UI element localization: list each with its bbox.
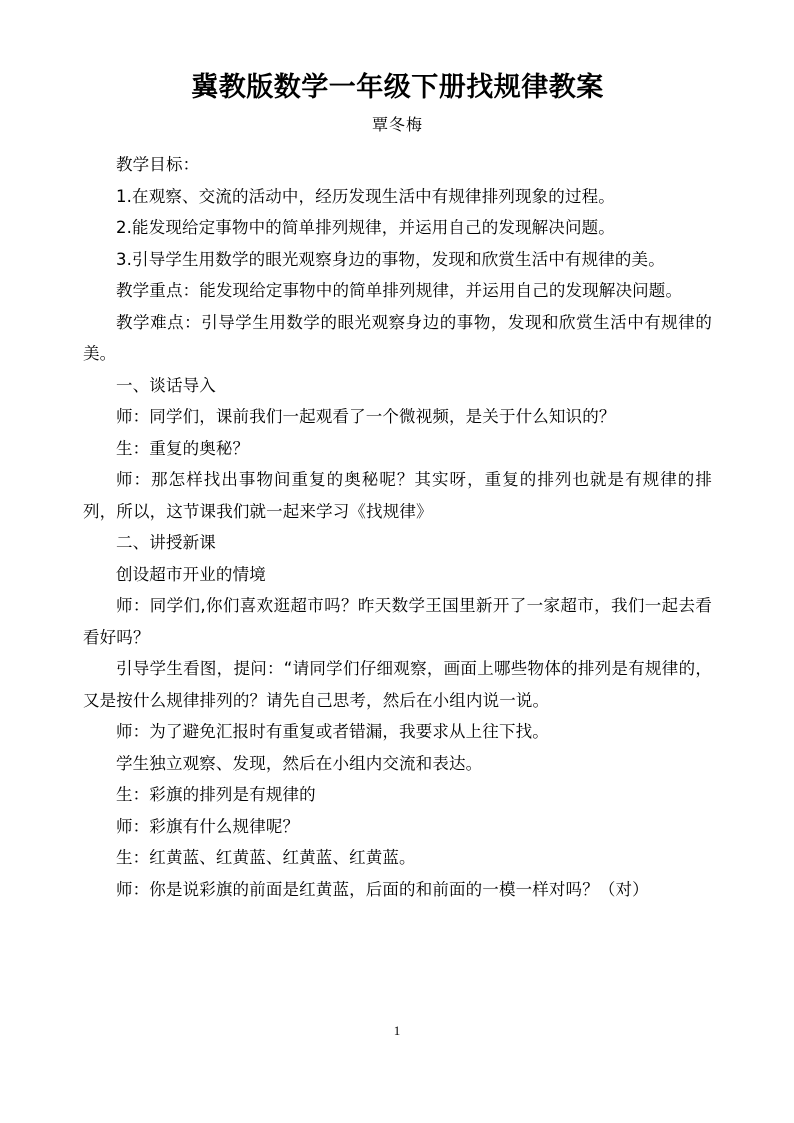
- document-author: 覃冬梅: [371, 115, 423, 134]
- body-paragraph: 2.能发现给定事物中的简单排列规律，并运用自己的发现解决问题。: [116, 218, 615, 237]
- body-paragraph: 二、讲授新课: [116, 533, 216, 552]
- document-body: [83, 138, 712, 905]
- body-paragraph: 3.引导学生用数学的眼光观察身边的事物，发现和欣赏生活中有规律的美。: [116, 249, 665, 269]
- body-paragraph: 1.在观察、交流的活动中，经历发现生活中有规律排列现象的过程。: [116, 186, 615, 206]
- body-paragraph: 师：同学们,你们喜欢逛超市吗？昨天数学王国里新开了一家超市，我们一起去看看好吗？: [83, 596, 712, 647]
- body-paragraph: 生：红黄蓝、红黄蓝、红黄蓝、红黄蓝。: [116, 848, 416, 867]
- document-title: 冀教版数学一年级下册找规律教案: [191, 72, 604, 102]
- body-paragraph: 生：彩旗的排列是有规律的: [116, 785, 316, 804]
- body-paragraph: 师：为了避免汇报时有重复或者错漏，我要求从上往下找。: [116, 722, 549, 741]
- body-paragraph: 教学重点：能发现给定事物中的简单排列规律，并运用自己的发现解决问题。: [116, 281, 683, 300]
- body-paragraph: 创设超市开业的情境: [116, 564, 266, 584]
- body-paragraph: 生：重复的奥秘？: [116, 438, 250, 458]
- body-paragraph: 师：你是说彩旗的前面是红黄蓝，后面的和前面的一模一样对吗？（对）: [116, 879, 649, 899]
- body-paragraph: 师：彩旗有什么规律呢？: [116, 816, 300, 836]
- body-paragraph: 教学目标：: [116, 155, 200, 174]
- body-paragraph: 教学难点：引导学生用数学的眼光观察身边的事物，发现和欣赏生活中有规律的美。: [83, 312, 712, 363]
- body-paragraph: 师：那怎样找出事物间重复的奥秘呢？其实呀，重复的排列也就是有规律的排列，所以，这节课我们就一起来学习《找规律》: [83, 470, 712, 521]
- body-paragraph: 一、谈话导入: [116, 375, 216, 395]
- body-paragraph: 引导学生看图，提问：“请同学们仔细观察，画面上哪些物体的排列是有规律的，又是按什么规律排列的？请先自己思考，然后在小组内说一说。: [83, 659, 712, 710]
- document-content-column: [83, 0, 712, 905]
- body-paragraph: 师：同学们，课前我们一起观看了一个微视频，是关于什么知识的？: [116, 407, 616, 426]
- page-number: 1: [393, 1023, 401, 1038]
- body-paragraph: 学生独立观察、发现，然后在小组内交流和表达。: [116, 753, 483, 773]
